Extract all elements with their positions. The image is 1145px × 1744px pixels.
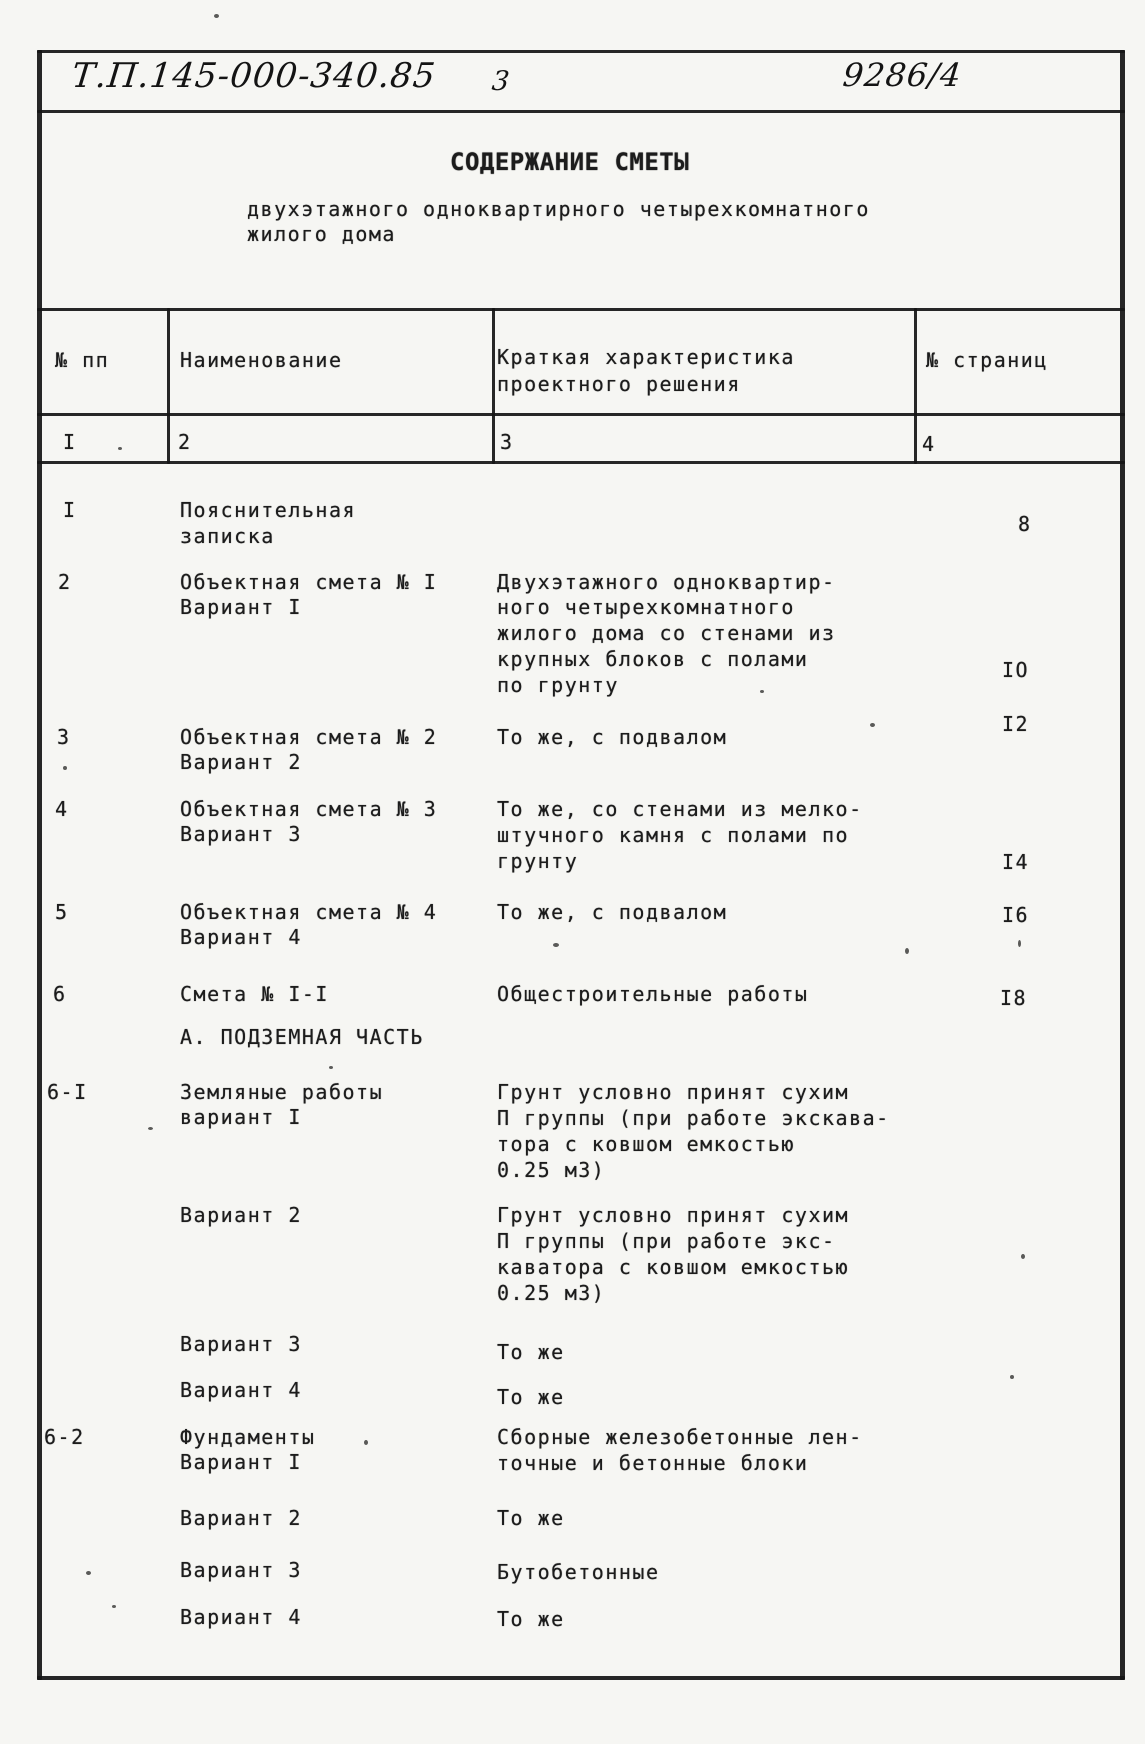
row-6-1-v2-desc-line-2: П группы (при работе экс- xyxy=(497,1229,836,1253)
frame-right-border xyxy=(1120,50,1125,1680)
scan-speck xyxy=(1018,940,1021,947)
table-header-bottom-border xyxy=(37,413,1125,416)
row-6-1-desc-line-3: тора с ковшом емкостью xyxy=(497,1132,795,1156)
frame-top-border xyxy=(37,50,1125,53)
scan-speck xyxy=(553,943,559,947)
row-6-2-v3-desc: Бутобетонные xyxy=(497,1560,660,1584)
row-6-2-num: 6-2 xyxy=(44,1425,85,1449)
frame-bottom-border xyxy=(37,1676,1125,1680)
column-number-4: 4 xyxy=(922,432,936,456)
column-separator-3 xyxy=(914,308,917,464)
row-2-desc-line-1: Двухэтажного одноквартир- xyxy=(497,570,836,594)
row-6-2-v2-desc: То же xyxy=(497,1506,565,1530)
row-6-1-v2-desc-line-4: 0.25 м3) xyxy=(497,1281,606,1305)
scan-speck xyxy=(1010,1375,1014,1379)
doc-subtitle-line-1: двухэтажного одноквартирного четырехкомнатного xyxy=(247,197,870,221)
scan-speck xyxy=(112,1605,116,1608)
row-6-2-v4-desc: То же xyxy=(497,1607,565,1631)
row-2-desc-line-2: ного четырехкомнатного xyxy=(497,595,795,619)
column-separator-2 xyxy=(492,308,495,464)
row-6-1-num: 6-I xyxy=(47,1080,88,1104)
column-number-3: 3 xyxy=(500,430,514,454)
row-2-name-line-1: Объектная смета № I xyxy=(180,570,438,594)
frame-header-separator xyxy=(37,110,1125,113)
row-3-name-line-1: Объектная смета № 2 xyxy=(180,725,438,749)
sheet-number: 3 xyxy=(490,66,512,97)
doc-code: Т.П.145-000-340.85 xyxy=(69,56,438,96)
row-5-desc-line-1: То же, с подвалом xyxy=(497,900,728,924)
row-2-desc-line-4: крупных блоков с полами xyxy=(497,647,809,671)
row-3-page: I2 xyxy=(1002,712,1030,736)
scan-speck xyxy=(86,1571,91,1575)
scan-speck xyxy=(760,690,764,693)
doc-subtitle-line-2: жилого дома xyxy=(247,222,396,246)
doc-title: СОДЕРЖАНИЕ СМЕТЫ xyxy=(450,148,690,176)
row-6-1-v2-name: Вариант 2 xyxy=(180,1203,302,1227)
scan-speck xyxy=(214,14,219,18)
row-2-desc-line-5: по грунту xyxy=(497,673,619,697)
row-1-name-line-2: записка xyxy=(180,524,275,548)
row-6-name-line-1: Смета № I-I xyxy=(180,982,329,1006)
row-5-num: 5 xyxy=(55,900,69,924)
header-col-desc-line-1: Краткая характеристика xyxy=(497,345,795,369)
column-number-2: 2 xyxy=(178,430,192,454)
row-6-1-desc-line-1: Грунт условно принят сухим xyxy=(497,1080,850,1104)
row-6-1-v3-name: Вариант 3 xyxy=(180,1332,302,1356)
header-col-num: № пп xyxy=(55,348,110,372)
scan-speck xyxy=(118,447,122,450)
header-col-desc-line-2: проектного решения xyxy=(497,372,741,396)
row-4-desc-line-2: штучного камня с полами по xyxy=(497,823,850,847)
row-6-1-v2-desc-line-1: Грунт условно принят сухим xyxy=(497,1203,850,1227)
frame-left-border xyxy=(37,50,42,1680)
scan-speck xyxy=(63,766,67,770)
column-separator-1 xyxy=(167,308,170,464)
scan-speck xyxy=(148,1127,153,1130)
row-6-1-desc-line-2: П группы (при работе экскава- xyxy=(497,1106,890,1130)
row-1-page: 8 xyxy=(1018,512,1032,536)
row-6-1-v2-desc-line-3: каватора с ковшом емкостью xyxy=(497,1255,850,1279)
row-6-1-desc-line-4: 0.25 м3) xyxy=(497,1158,606,1182)
row-6-num: 6 xyxy=(53,982,67,1006)
row-6-1-name-line-2: вариант I xyxy=(180,1105,302,1129)
row-3-num: 3 xyxy=(57,725,71,749)
scan-speck xyxy=(1021,1254,1025,1259)
row-4-page: I4 xyxy=(1002,850,1030,874)
row-6-1-v3-desc: То же xyxy=(497,1340,565,1364)
section-a-heading: А. ПОДЗЕМНАЯ ЧАСТЬ xyxy=(180,1025,424,1049)
row-6-2-name-line-1: Фундаменты xyxy=(180,1425,316,1449)
row-6-2-v3-name: Вариант 3 xyxy=(180,1558,302,1582)
row-3-name-line-2: Вариант 2 xyxy=(180,750,302,774)
scan-speck xyxy=(870,723,875,727)
scan-speck xyxy=(329,1066,333,1069)
row-6-1-name-line-1: Земляные работы xyxy=(180,1080,384,1104)
inventory-number: 9286/4 xyxy=(841,56,964,94)
row-6-2-desc-line-1: Сборные железобетонные лен- xyxy=(497,1425,863,1449)
row-5-name-line-1: Объектная смета № 4 xyxy=(180,900,438,924)
row-2-num: 2 xyxy=(58,570,72,594)
header-col-name: Наименование xyxy=(180,348,343,372)
row-5-name-line-2: Вариант 4 xyxy=(180,925,302,949)
header-col-pages: № страниц xyxy=(926,348,1048,372)
row-2-name-line-2: Вариант I xyxy=(180,595,302,619)
row-6-2-v2-name: Вариант 2 xyxy=(180,1506,302,1530)
row-3-desc-line-1: То же, с подвалом xyxy=(497,725,728,749)
column-number-1: I xyxy=(63,430,77,454)
row-2-page: IO xyxy=(1002,658,1030,682)
row-6-2-v4-name: Вариант 4 xyxy=(180,1605,302,1629)
row-4-num: 4 xyxy=(55,797,69,821)
table-numbering-bottom-border xyxy=(37,461,1125,464)
row-6-1-v4-name: Вариант 4 xyxy=(180,1378,302,1402)
row-6-page: I8 xyxy=(1000,986,1028,1010)
row-1-name-line-1: Пояснительная xyxy=(180,498,357,522)
row-5-page: I6 xyxy=(1002,903,1030,927)
row-4-name-line-2: Вариант 3 xyxy=(180,822,302,846)
table-top-border xyxy=(37,308,1125,311)
scan-speck xyxy=(364,1440,368,1445)
row-6-2-desc-line-2: точные и бетонные блоки xyxy=(497,1451,809,1475)
row-2-desc-line-3: жилого дома со стенами из xyxy=(497,621,836,645)
row-6-1-v4-desc: То же xyxy=(497,1385,565,1409)
row-4-name-line-1: Объектная смета № 3 xyxy=(180,797,438,821)
row-4-desc-line-1: То же, со стенами из мелко- xyxy=(497,797,863,821)
row-6-2-name-line-2: Вариант I xyxy=(180,1450,302,1474)
row-4-desc-line-3: грунту xyxy=(497,849,579,873)
row-1-num: I xyxy=(63,498,77,522)
row-6-desc-line-1: Общестроительные работы xyxy=(497,982,809,1006)
scan-speck xyxy=(905,948,909,954)
